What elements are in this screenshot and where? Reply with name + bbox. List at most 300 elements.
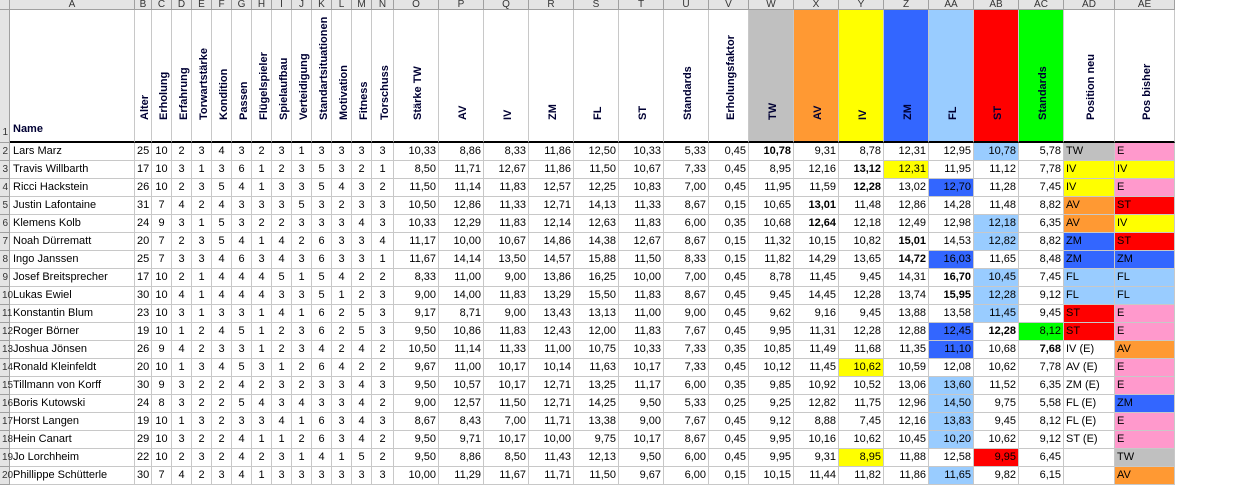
data-cell[interactable]: 6,15 bbox=[1019, 467, 1064, 485]
data-cell[interactable]: 1 bbox=[172, 323, 192, 341]
data-cell[interactable]: 12,18 bbox=[839, 215, 884, 233]
position-neu-cell[interactable]: FL (E) bbox=[1064, 413, 1115, 431]
data-cell[interactable]: 0,25 bbox=[709, 395, 749, 413]
data-cell[interactable]: 9,95 bbox=[749, 323, 794, 341]
data-cell[interactable]: 12,28 bbox=[839, 179, 884, 197]
data-cell[interactable]: 3 bbox=[332, 143, 352, 161]
data-cell[interactable]: 10,67 bbox=[484, 233, 529, 251]
data-cell[interactable]: 11,95 bbox=[749, 179, 794, 197]
position-neu-cell[interactable]: FL (E) bbox=[1064, 395, 1115, 413]
data-cell[interactable]: 2 bbox=[172, 143, 192, 161]
data-cell[interactable]: 10 bbox=[152, 413, 172, 431]
data-cell[interactable]: 9,12 bbox=[1019, 287, 1064, 305]
data-cell[interactable]: 11,59 bbox=[794, 179, 839, 197]
position-bisher-cell[interactable]: AV bbox=[1115, 467, 1175, 485]
data-cell[interactable]: 16,70 bbox=[929, 269, 974, 287]
data-cell[interactable]: 3 bbox=[272, 143, 292, 161]
data-cell[interactable]: 9,16 bbox=[794, 305, 839, 323]
data-cell[interactable]: 4 bbox=[212, 197, 232, 215]
data-cell[interactable]: 5 bbox=[212, 233, 232, 251]
data-cell[interactable]: 13,58 bbox=[929, 305, 974, 323]
data-cell[interactable]: 2 bbox=[252, 449, 272, 467]
data-cell[interactable]: 4 bbox=[352, 215, 372, 233]
data-cell[interactable]: 3 bbox=[312, 215, 332, 233]
data-cell[interactable]: 11,43 bbox=[529, 449, 574, 467]
data-cell[interactable]: 14,31 bbox=[884, 269, 929, 287]
position-neu-cell[interactable] bbox=[1064, 467, 1115, 485]
data-cell[interactable]: 12,96 bbox=[884, 395, 929, 413]
data-cell[interactable]: 10,15 bbox=[749, 467, 794, 485]
data-cell[interactable]: 3 bbox=[272, 287, 292, 305]
data-cell[interactable]: 16,25 bbox=[574, 269, 619, 287]
data-cell[interactable]: 9,45 bbox=[839, 305, 884, 323]
data-cell[interactable]: 1 bbox=[252, 341, 272, 359]
column-header-o[interactable]: O bbox=[394, 0, 439, 10]
data-cell[interactable]: 11,86 bbox=[529, 161, 574, 179]
data-cell[interactable]: 9,62 bbox=[749, 305, 794, 323]
data-cell[interactable]: 2 bbox=[172, 449, 192, 467]
player-name-cell[interactable]: Lars Marz bbox=[10, 143, 135, 161]
data-cell[interactable]: 4 bbox=[212, 269, 232, 287]
data-cell[interactable]: 4 bbox=[352, 395, 372, 413]
data-cell[interactable]: 13,06 bbox=[884, 377, 929, 395]
data-cell[interactable]: 3 bbox=[372, 215, 394, 233]
data-cell[interactable]: 2 bbox=[192, 395, 212, 413]
data-cell[interactable]: 1 bbox=[172, 413, 192, 431]
data-cell[interactable]: 3 bbox=[172, 215, 192, 233]
data-cell[interactable]: 10 bbox=[152, 287, 172, 305]
data-cell[interactable]: 1 bbox=[252, 179, 272, 197]
data-cell[interactable]: 12,28 bbox=[839, 287, 884, 305]
data-cell[interactable]: 0,45 bbox=[709, 431, 749, 449]
data-cell[interactable]: 8,67 bbox=[664, 233, 709, 251]
data-cell[interactable]: 5 bbox=[212, 179, 232, 197]
data-cell[interactable]: 14,38 bbox=[574, 233, 619, 251]
data-cell[interactable]: 8,71 bbox=[439, 305, 484, 323]
data-cell[interactable]: 6,00 bbox=[664, 449, 709, 467]
data-cell[interactable]: 6,00 bbox=[664, 377, 709, 395]
column-header-ab[interactable]: AB bbox=[974, 0, 1019, 10]
data-cell[interactable]: 11,63 bbox=[574, 359, 619, 377]
data-cell[interactable]: 12,67 bbox=[484, 161, 529, 179]
data-cell[interactable]: 8,33 bbox=[664, 251, 709, 269]
data-cell[interactable]: 13,13 bbox=[574, 305, 619, 323]
data-cell[interactable]: 3 bbox=[192, 143, 212, 161]
data-cell[interactable]: 10,78 bbox=[974, 143, 1019, 161]
data-cell[interactable]: 11,82 bbox=[839, 467, 884, 485]
data-cell[interactable]: 10,45 bbox=[974, 269, 1019, 287]
position-neu-cell[interactable]: IV bbox=[1064, 179, 1115, 197]
data-cell[interactable]: 9,85 bbox=[749, 377, 794, 395]
data-cell[interactable]: 10,85 bbox=[749, 341, 794, 359]
data-cell[interactable]: 9,75 bbox=[974, 395, 1019, 413]
data-cell[interactable]: 3 bbox=[332, 161, 352, 179]
position-neu-cell[interactable]: ST (E) bbox=[1064, 431, 1115, 449]
position-bisher-cell[interactable]: IV bbox=[1115, 161, 1175, 179]
data-cell[interactable]: 3 bbox=[172, 161, 192, 179]
data-cell[interactable]: 12,71 bbox=[529, 197, 574, 215]
column-header-q[interactable]: Q bbox=[484, 0, 529, 10]
data-cell[interactable]: 5 bbox=[232, 395, 252, 413]
data-cell[interactable]: 10,33 bbox=[619, 143, 664, 161]
position-bisher-cell[interactable]: E bbox=[1115, 143, 1175, 161]
data-cell[interactable]: 12,88 bbox=[884, 323, 929, 341]
data-cell[interactable]: 4 bbox=[212, 323, 232, 341]
position-neu-cell[interactable]: ZM (E) bbox=[1064, 377, 1115, 395]
data-cell[interactable]: 11,67 bbox=[484, 467, 529, 485]
column-header-k[interactable]: K bbox=[312, 0, 332, 10]
data-cell[interactable]: 20 bbox=[135, 359, 152, 377]
data-cell[interactable]: 7,00 bbox=[484, 413, 529, 431]
data-cell[interactable]: 15,01 bbox=[884, 233, 929, 251]
data-cell[interactable]: 3 bbox=[292, 215, 312, 233]
player-name-cell[interactable]: Tillmann von Korff bbox=[10, 377, 135, 395]
data-cell[interactable]: 5 bbox=[232, 323, 252, 341]
data-cell[interactable]: 11,48 bbox=[839, 197, 884, 215]
data-cell[interactable]: 2 bbox=[172, 179, 192, 197]
data-cell[interactable]: 2 bbox=[332, 197, 352, 215]
data-cell[interactable]: 6,35 bbox=[1019, 215, 1064, 233]
data-cell[interactable]: 12,86 bbox=[884, 197, 929, 215]
data-cell[interactable]: 2 bbox=[252, 215, 272, 233]
data-cell[interactable]: 2 bbox=[292, 431, 312, 449]
data-cell[interactable]: 2 bbox=[272, 161, 292, 179]
data-cell[interactable]: 3 bbox=[212, 341, 232, 359]
data-cell[interactable]: 13,88 bbox=[884, 305, 929, 323]
data-cell[interactable]: 3 bbox=[192, 413, 212, 431]
data-cell[interactable]: 3 bbox=[332, 251, 352, 269]
data-cell[interactable]: 14,25 bbox=[574, 395, 619, 413]
data-cell[interactable]: 11,86 bbox=[529, 143, 574, 161]
player-name-cell[interactable]: Lukas Ewiel bbox=[10, 287, 135, 305]
data-cell[interactable]: 9,82 bbox=[974, 467, 1019, 485]
data-cell[interactable]: 2 bbox=[172, 269, 192, 287]
data-cell[interactable]: 1 bbox=[192, 161, 212, 179]
data-cell[interactable]: 3 bbox=[332, 467, 352, 485]
data-cell[interactable]: 11,35 bbox=[884, 341, 929, 359]
data-cell[interactable]: 11,44 bbox=[794, 467, 839, 485]
data-cell[interactable]: 14,45 bbox=[794, 287, 839, 305]
data-cell[interactable]: 15,88 bbox=[574, 251, 619, 269]
data-cell[interactable]: 2 bbox=[372, 269, 394, 287]
data-cell[interactable]: 12,67 bbox=[619, 233, 664, 251]
data-cell[interactable]: 0,35 bbox=[709, 341, 749, 359]
data-cell[interactable]: 14,57 bbox=[529, 251, 574, 269]
data-cell[interactable]: 1 bbox=[192, 305, 212, 323]
data-cell[interactable]: 14,28 bbox=[929, 197, 974, 215]
data-cell[interactable]: 17 bbox=[135, 269, 152, 287]
data-cell[interactable]: 3 bbox=[232, 341, 252, 359]
data-cell[interactable]: 1 bbox=[272, 359, 292, 377]
data-cell[interactable]: 8,78 bbox=[749, 269, 794, 287]
data-cell[interactable]: 3 bbox=[312, 197, 332, 215]
data-cell[interactable]: 3 bbox=[312, 395, 332, 413]
data-cell[interactable]: 7,33 bbox=[664, 161, 709, 179]
data-cell[interactable]: 2 bbox=[372, 359, 394, 377]
row-header[interactable]: 16 bbox=[0, 395, 10, 413]
data-cell[interactable]: 2 bbox=[272, 215, 292, 233]
data-cell[interactable]: 12,82 bbox=[794, 395, 839, 413]
data-cell[interactable]: 10,62 bbox=[839, 431, 884, 449]
data-cell[interactable]: 1 bbox=[332, 287, 352, 305]
data-cell[interactable]: 12,86 bbox=[439, 197, 484, 215]
data-cell[interactable]: 5,58 bbox=[1019, 395, 1064, 413]
data-cell[interactable]: 8,67 bbox=[664, 431, 709, 449]
data-cell[interactable]: 10,14 bbox=[529, 359, 574, 377]
select-all-corner[interactable] bbox=[0, 0, 10, 10]
data-cell[interactable]: 1 bbox=[252, 233, 272, 251]
column-header-ad[interactable]: AD bbox=[1064, 0, 1115, 10]
data-cell[interactable]: 1 bbox=[372, 161, 394, 179]
data-cell[interactable]: 3 bbox=[292, 161, 312, 179]
data-cell[interactable]: 11,71 bbox=[439, 161, 484, 179]
data-cell[interactable]: 11,50 bbox=[574, 161, 619, 179]
row-header[interactable]: 17 bbox=[0, 413, 10, 431]
data-cell[interactable]: 1 bbox=[252, 431, 272, 449]
data-cell[interactable]: 10,83 bbox=[619, 179, 664, 197]
data-cell[interactable]: 2 bbox=[372, 341, 394, 359]
data-cell[interactable]: 8,95 bbox=[839, 449, 884, 467]
position-bisher-cell[interactable]: E bbox=[1115, 323, 1175, 341]
column-header-g[interactable]: G bbox=[232, 0, 252, 10]
column-header-j[interactable]: J bbox=[292, 0, 312, 10]
position-bisher-cell[interactable]: ST bbox=[1115, 197, 1175, 215]
data-cell[interactable]: 3 bbox=[272, 467, 292, 485]
data-cell[interactable]: 6 bbox=[312, 359, 332, 377]
data-cell[interactable]: 9,50 bbox=[394, 449, 439, 467]
data-cell[interactable]: 14,72 bbox=[884, 251, 929, 269]
data-cell[interactable]: 11,68 bbox=[839, 341, 884, 359]
data-cell[interactable]: 11,83 bbox=[619, 215, 664, 233]
data-cell[interactable]: 6 bbox=[312, 251, 332, 269]
data-cell[interactable]: 12,25 bbox=[574, 179, 619, 197]
data-cell[interactable]: 12,16 bbox=[794, 161, 839, 179]
data-cell[interactable]: 11,17 bbox=[619, 377, 664, 395]
data-cell[interactable]: 4 bbox=[352, 377, 372, 395]
data-cell[interactable]: 11,86 bbox=[884, 467, 929, 485]
data-cell[interactable]: 12,28 bbox=[839, 323, 884, 341]
data-cell[interactable]: 12,57 bbox=[529, 179, 574, 197]
data-cell[interactable]: 6 bbox=[312, 233, 332, 251]
data-cell[interactable]: 9,75 bbox=[574, 431, 619, 449]
data-cell[interactable]: 10,78 bbox=[749, 143, 794, 161]
data-cell[interactable]: 5 bbox=[352, 449, 372, 467]
data-cell[interactable]: 7,45 bbox=[1019, 269, 1064, 287]
row-header[interactable]: 4 bbox=[0, 179, 10, 197]
position-neu-cell[interactable]: ZM bbox=[1064, 251, 1115, 269]
row-header[interactable]: 3 bbox=[0, 161, 10, 179]
data-cell[interactable]: 2 bbox=[272, 323, 292, 341]
data-cell[interactable]: 6,00 bbox=[664, 467, 709, 485]
data-cell[interactable]: 9 bbox=[152, 377, 172, 395]
data-cell[interactable]: 7 bbox=[152, 467, 172, 485]
data-cell[interactable]: 4 bbox=[312, 341, 332, 359]
data-cell[interactable]: 13,12 bbox=[839, 161, 884, 179]
data-cell[interactable]: 11,83 bbox=[619, 323, 664, 341]
data-cell[interactable]: 4 bbox=[372, 233, 394, 251]
data-cell[interactable]: 10 bbox=[152, 269, 172, 287]
data-cell[interactable]: 0,45 bbox=[709, 323, 749, 341]
column-header-t[interactable]: T bbox=[619, 0, 664, 10]
data-cell[interactable]: 17 bbox=[135, 161, 152, 179]
data-cell[interactable]: 13,02 bbox=[884, 179, 929, 197]
player-name-cell[interactable]: Josef Breitsprecher bbox=[10, 269, 135, 287]
data-cell[interactable]: 10,86 bbox=[439, 323, 484, 341]
data-cell[interactable]: 24 bbox=[135, 215, 152, 233]
data-cell[interactable]: 6,45 bbox=[1019, 449, 1064, 467]
data-cell[interactable]: 3 bbox=[172, 251, 192, 269]
data-cell[interactable]: 9,00 bbox=[394, 287, 439, 305]
data-cell[interactable]: 4 bbox=[272, 305, 292, 323]
data-cell[interactable]: 8,88 bbox=[794, 413, 839, 431]
data-cell[interactable]: 14,14 bbox=[439, 251, 484, 269]
row-header[interactable]: 9 bbox=[0, 269, 10, 287]
data-cell[interactable]: 3 bbox=[212, 305, 232, 323]
data-cell[interactable]: 3 bbox=[332, 413, 352, 431]
data-cell[interactable]: 3 bbox=[212, 161, 232, 179]
data-cell[interactable]: 12,58 bbox=[929, 449, 974, 467]
data-cell[interactable]: 13,38 bbox=[574, 413, 619, 431]
data-cell[interactable]: 11,83 bbox=[484, 287, 529, 305]
data-cell[interactable]: 2 bbox=[352, 161, 372, 179]
data-cell[interactable]: 9,95 bbox=[749, 449, 794, 467]
data-cell[interactable]: 11,50 bbox=[484, 395, 529, 413]
data-cell[interactable]: 11,83 bbox=[484, 215, 529, 233]
data-cell[interactable]: 19 bbox=[135, 413, 152, 431]
column-header-c[interactable]: C bbox=[152, 0, 172, 10]
data-cell[interactable]: 10 bbox=[152, 161, 172, 179]
column-header-m[interactable]: M bbox=[352, 0, 372, 10]
data-cell[interactable]: 26 bbox=[135, 341, 152, 359]
data-cell[interactable]: 9,00 bbox=[394, 395, 439, 413]
data-cell[interactable]: 12,82 bbox=[974, 233, 1019, 251]
data-cell[interactable]: 3 bbox=[272, 449, 292, 467]
data-cell[interactable]: 5,78 bbox=[1019, 143, 1064, 161]
data-cell[interactable]: 2 bbox=[212, 377, 232, 395]
data-cell[interactable]: 11,00 bbox=[439, 269, 484, 287]
data-cell[interactable]: 10,68 bbox=[749, 215, 794, 233]
data-cell[interactable]: 3 bbox=[372, 197, 394, 215]
data-cell[interactable]: 8,82 bbox=[1019, 197, 1064, 215]
data-cell[interactable]: 11,45 bbox=[974, 305, 1019, 323]
data-cell[interactable]: 26 bbox=[135, 179, 152, 197]
data-cell[interactable]: 8,43 bbox=[439, 413, 484, 431]
player-name-cell[interactable]: Phillippe Schütterle bbox=[10, 467, 135, 485]
data-cell[interactable]: 10,17 bbox=[619, 359, 664, 377]
data-cell[interactable]: 1 bbox=[292, 449, 312, 467]
data-cell[interactable]: 4 bbox=[352, 413, 372, 431]
data-cell[interactable]: 8,12 bbox=[1019, 413, 1064, 431]
data-cell[interactable]: 3 bbox=[372, 287, 394, 305]
data-cell[interactable]: 11,50 bbox=[619, 251, 664, 269]
data-cell[interactable]: 8,12 bbox=[1019, 323, 1064, 341]
data-cell[interactable]: 9,31 bbox=[794, 449, 839, 467]
data-cell[interactable]: 7,78 bbox=[1019, 161, 1064, 179]
player-name-cell[interactable]: Konstantin Blum bbox=[10, 305, 135, 323]
data-cell[interactable]: 1 bbox=[372, 251, 394, 269]
data-cell[interactable]: 11,95 bbox=[929, 161, 974, 179]
position-neu-cell[interactable]: ZM bbox=[1064, 233, 1115, 251]
data-cell[interactable]: 8,67 bbox=[664, 287, 709, 305]
data-cell[interactable]: 31 bbox=[135, 197, 152, 215]
position-bisher-cell[interactable]: FL bbox=[1115, 287, 1175, 305]
data-cell[interactable]: 2 bbox=[332, 305, 352, 323]
data-cell[interactable]: 11,83 bbox=[484, 179, 529, 197]
data-cell[interactable]: 11,33 bbox=[484, 197, 529, 215]
data-cell[interactable]: 2 bbox=[352, 269, 372, 287]
player-name-cell[interactable]: Hein Canart bbox=[10, 431, 135, 449]
data-cell[interactable]: 3 bbox=[272, 179, 292, 197]
data-cell[interactable]: 11,31 bbox=[794, 323, 839, 341]
data-cell[interactable]: 22 bbox=[135, 449, 152, 467]
data-cell[interactable]: 3 bbox=[372, 377, 394, 395]
data-cell[interactable]: 5 bbox=[212, 215, 232, 233]
data-cell[interactable]: 10,68 bbox=[974, 341, 1019, 359]
data-cell[interactable]: 9,50 bbox=[394, 323, 439, 341]
data-cell[interactable]: 9,71 bbox=[439, 431, 484, 449]
data-cell[interactable]: 10,65 bbox=[749, 197, 794, 215]
row-header[interactable]: 6 bbox=[0, 215, 10, 233]
data-cell[interactable]: 2 bbox=[372, 449, 394, 467]
data-cell[interactable]: 3 bbox=[292, 251, 312, 269]
data-cell[interactable]: 9,95 bbox=[974, 449, 1019, 467]
data-cell[interactable]: 1 bbox=[252, 323, 272, 341]
position-neu-cell[interactable]: IV (E) bbox=[1064, 341, 1115, 359]
data-cell[interactable]: 3 bbox=[232, 215, 252, 233]
data-cell[interactable]: 10,17 bbox=[484, 359, 529, 377]
data-cell[interactable]: 12,71 bbox=[529, 395, 574, 413]
column-header-h[interactable]: H bbox=[252, 0, 272, 10]
data-cell[interactable]: 1 bbox=[292, 269, 312, 287]
position-bisher-cell[interactable]: E bbox=[1115, 179, 1175, 197]
data-cell[interactable]: 10 bbox=[152, 179, 172, 197]
column-header-r[interactable]: R bbox=[529, 0, 574, 10]
data-cell[interactable]: 5 bbox=[352, 305, 372, 323]
row-header[interactable]: 19 bbox=[0, 449, 10, 467]
data-cell[interactable]: 12,98 bbox=[929, 215, 974, 233]
data-cell[interactable]: 13,29 bbox=[529, 287, 574, 305]
data-cell[interactable]: 25 bbox=[135, 251, 152, 269]
data-cell[interactable]: 8,86 bbox=[439, 143, 484, 161]
data-cell[interactable]: 9,17 bbox=[394, 305, 439, 323]
data-cell[interactable]: 1 bbox=[332, 449, 352, 467]
data-cell[interactable]: 14,00 bbox=[439, 287, 484, 305]
data-cell[interactable]: 11,50 bbox=[574, 467, 619, 485]
data-cell[interactable]: 2 bbox=[212, 431, 232, 449]
data-cell[interactable]: 3 bbox=[292, 179, 312, 197]
position-bisher-cell[interactable]: TW bbox=[1115, 449, 1175, 467]
data-cell[interactable]: 11,00 bbox=[529, 341, 574, 359]
data-cell[interactable]: 13,50 bbox=[484, 251, 529, 269]
data-cell[interactable]: 2 bbox=[192, 431, 212, 449]
data-cell[interactable]: 10,50 bbox=[394, 197, 439, 215]
data-cell[interactable]: 10,33 bbox=[619, 341, 664, 359]
data-cell[interactable]: 9,25 bbox=[749, 395, 794, 413]
data-cell[interactable]: 11,00 bbox=[439, 359, 484, 377]
data-cell[interactable]: 10,62 bbox=[839, 359, 884, 377]
column-header-e[interactable]: E bbox=[192, 0, 212, 10]
data-cell[interactable]: 11,75 bbox=[839, 395, 884, 413]
data-cell[interactable]: 10,82 bbox=[839, 233, 884, 251]
data-cell[interactable]: 7,67 bbox=[664, 413, 709, 431]
column-header-y[interactable]: Y bbox=[839, 0, 884, 10]
data-cell[interactable]: 12,18 bbox=[974, 215, 1019, 233]
row-header[interactable]: 14 bbox=[0, 359, 10, 377]
data-cell[interactable]: 10,00 bbox=[439, 233, 484, 251]
data-cell[interactable]: 9,50 bbox=[394, 431, 439, 449]
data-cell[interactable]: 4 bbox=[332, 359, 352, 377]
data-cell[interactable]: 9,45 bbox=[1019, 305, 1064, 323]
